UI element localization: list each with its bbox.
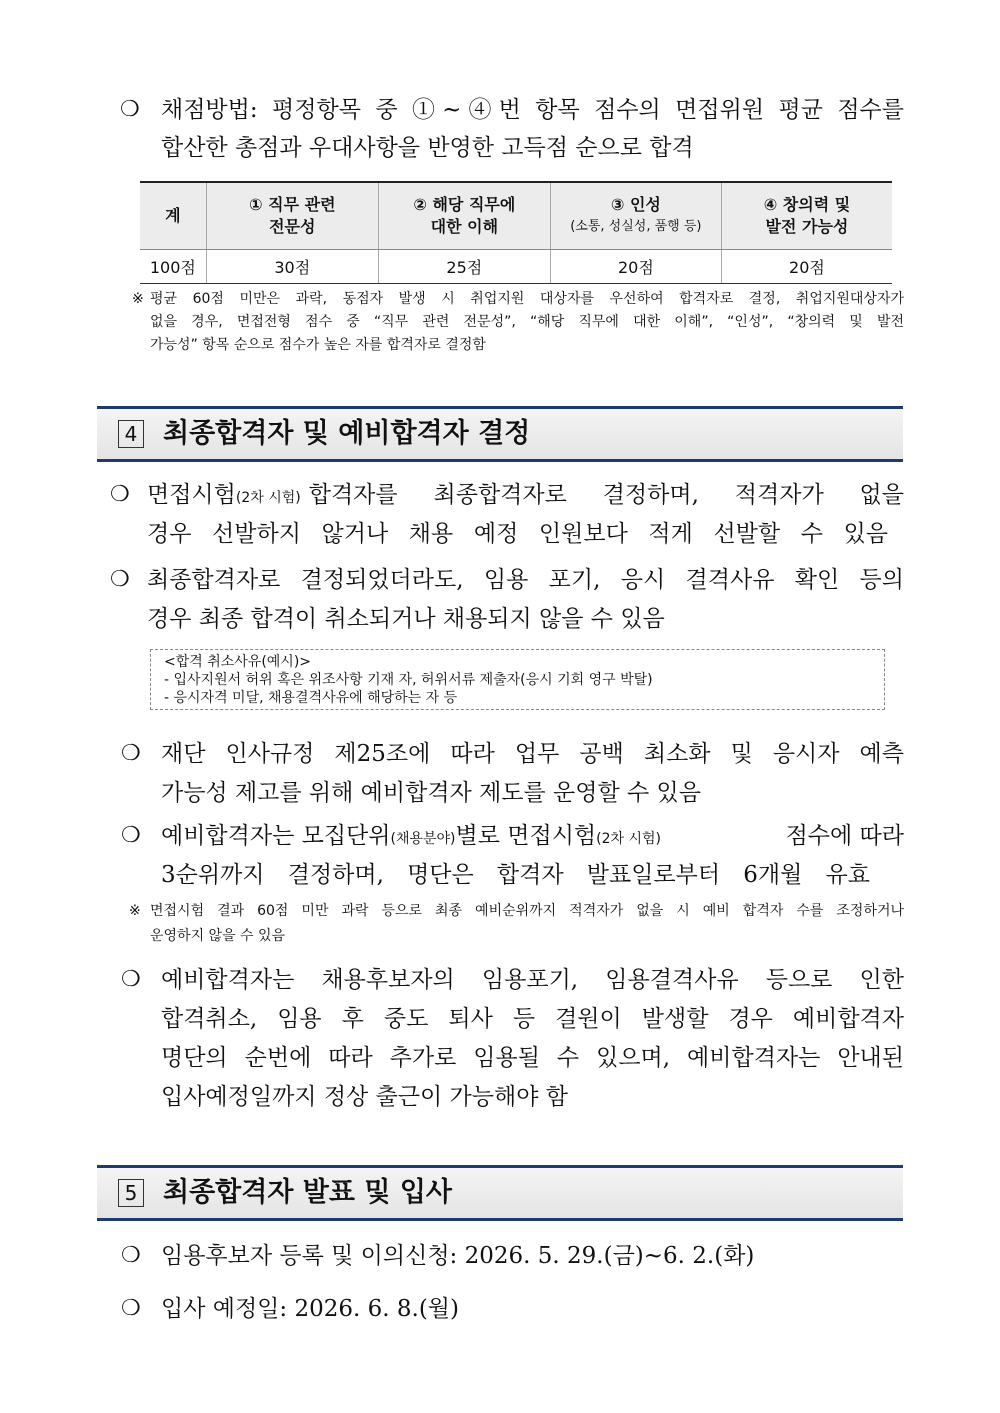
final-decision-line-2: 경우 선발하지 않거나 채용 예정 인원보다 적게 선발할 수 있음	[147, 521, 888, 547]
final-decision-line-1	[147, 477, 904, 516]
cancellation-line-2: 경우 최종 합격이 취소되거나 채용되지 않을 수 있음	[147, 606, 665, 632]
section-4-title: 최종합격자 및 예비합격자 결정	[163, 418, 531, 449]
bullet-circle-icon: ❍	[121, 1296, 141, 1321]
score-table-header-row	[140, 182, 892, 250]
scoring-method-line-2: 합산한 총점과 우대사항을 반영한 고득점 순으로 합격	[161, 135, 694, 161]
score-table-header-total: 계	[140, 182, 206, 250]
note-mark: ※	[132, 291, 144, 307]
bullet-circle-icon: ❍	[121, 823, 141, 848]
bullet-circle-icon: ❍	[110, 567, 130, 592]
reserve-ranking-line-2: 3순위까지 결정하며, 명단은 합격자 발표일로부터 6개월 유효	[161, 862, 870, 888]
cancellation-reasons-title: <합격 취소사유(예시)>	[164, 654, 312, 670]
text-segment: 점수에 따라	[778, 823, 904, 849]
cancellation-line-1: 최종합격자로 결정되었더라도, 임용 포기, 응시 결격사유 확인 등의	[147, 567, 904, 593]
reserve-note-line-2: 운영하지 않을 수 있음	[150, 928, 286, 944]
score-table-cell: 100점	[140, 250, 206, 284]
section-5-header	[97, 1165, 903, 1221]
score-table-cell: 20점	[550, 250, 721, 284]
reserve-ranking-line-1	[161, 818, 904, 857]
scoring-method-line-1: 채점방법: 평정항목 중 ①~④번 항목 점수의 면접위원 평균 점수를	[161, 97, 904, 123]
score-table-header-creativity: ④ 창의력 및 발전 가능성	[721, 182, 892, 250]
reserve-note-line-1: 면접시험 결과 60점 미만 과락 등으로 최종 예비순위까지 적격자가 없을 시 예비 합격자 수를 조정하거나	[150, 903, 904, 919]
text-segment: 예비합격자는 모집단위(채용분야)별로 면접시험(2차 시험)	[161, 823, 662, 849]
cancellation-reason-item: - 응시자격 미달, 채용결격사유에 해당하는 자 등	[164, 690, 458, 706]
score-table-cell: 20점	[721, 250, 892, 284]
reserve-appointment-line-2: 합격취소, 임용 후 중도 퇴사 등 결원이 발생할 경우 예비합격자	[161, 1006, 904, 1032]
cancellation-reasons-box	[150, 649, 885, 710]
score-table-header-personality: ③ 인성 (소통, 성실성, 품행 등)	[550, 182, 721, 250]
reserve-note	[0, 900, 1000, 948]
registration-line: 임용후보자 등록 및 이의신청: 2026. 5. 29.(금)~6. 2.(화)	[161, 1243, 755, 1269]
text-segment: 합격자를 최종합격자로 결정하며, 적격자가 없을	[308, 482, 904, 508]
score-table-cell: 30점	[206, 250, 378, 284]
scoring-note-line-2: 없을 경우, 면접전형 점수 중 “직무 관련 전문성”, “해당 직무에 대한 이해”, “인성”, “창의력 및 발전	[150, 314, 904, 330]
bullet-circle-icon: ❍	[121, 967, 141, 992]
section-4-number: 4	[118, 420, 144, 448]
reserve-appointment-line-4: 입사예정일까지 정상 출근이 가능해야 함	[161, 1084, 568, 1110]
note-mark: ※	[129, 903, 141, 919]
scoring-note	[0, 288, 1000, 360]
section-5-number: 5	[118, 1179, 144, 1207]
cancellation-reason-item: - 입사지원서 허위 혹은 위조사항 기재 자, 허위서류 제출자(응시 기회 영구 박탈)	[164, 672, 653, 688]
scoring-note-line-3: 가능성” 항목 순으로 점수가 높은 자를 합격자로 결정함	[150, 337, 486, 353]
score-table-row	[140, 250, 892, 284]
reserve-appointment-line-3: 명단의 순번에 따라 추가로 임용될 수 있으며, 예비합격자는 안내된	[161, 1045, 904, 1071]
section-4-header	[97, 406, 903, 462]
reserve-system-line-2: 가능성 제고를 위해 예비합격자 제도를 운영할 수 있음	[161, 780, 701, 806]
bullet-circle-icon: ❍	[121, 741, 141, 766]
reserve-system-line-1: 재단 인사규정 제25조에 따라 업무 공백 최소화 및 응시자 예측	[161, 741, 904, 767]
score-table	[140, 181, 892, 284]
text-segment: 면접시험(2차 시험)	[147, 482, 301, 508]
bullet-circle-icon: ❍	[121, 1243, 141, 1268]
bullet-circle-icon: ❍	[120, 97, 140, 122]
bullet-circle-icon: ❍	[110, 482, 130, 507]
start-date-line: 입사 예정일: 2026. 6. 8.(월)	[161, 1296, 459, 1322]
scoring-note-line-1: 평균 60점 미만은 과락, 동점자 발생 시 취업지원 대상자를 우선하여 합격자로 결정, 취업지원대상자가	[150, 291, 904, 307]
section-5-title: 최종합격자 발표 및 입사	[163, 1177, 453, 1208]
score-table-header-expertise: ① 직무 관련 전문성	[206, 182, 378, 250]
score-table-cell: 25점	[378, 250, 550, 284]
reserve-appointment-line-1: 예비합격자는 채용후보자의 임용포기, 임용결격사유 등으로 인한	[161, 967, 904, 993]
score-table-header-understanding: ② 해당 직무에 대한 이해	[378, 182, 550, 250]
